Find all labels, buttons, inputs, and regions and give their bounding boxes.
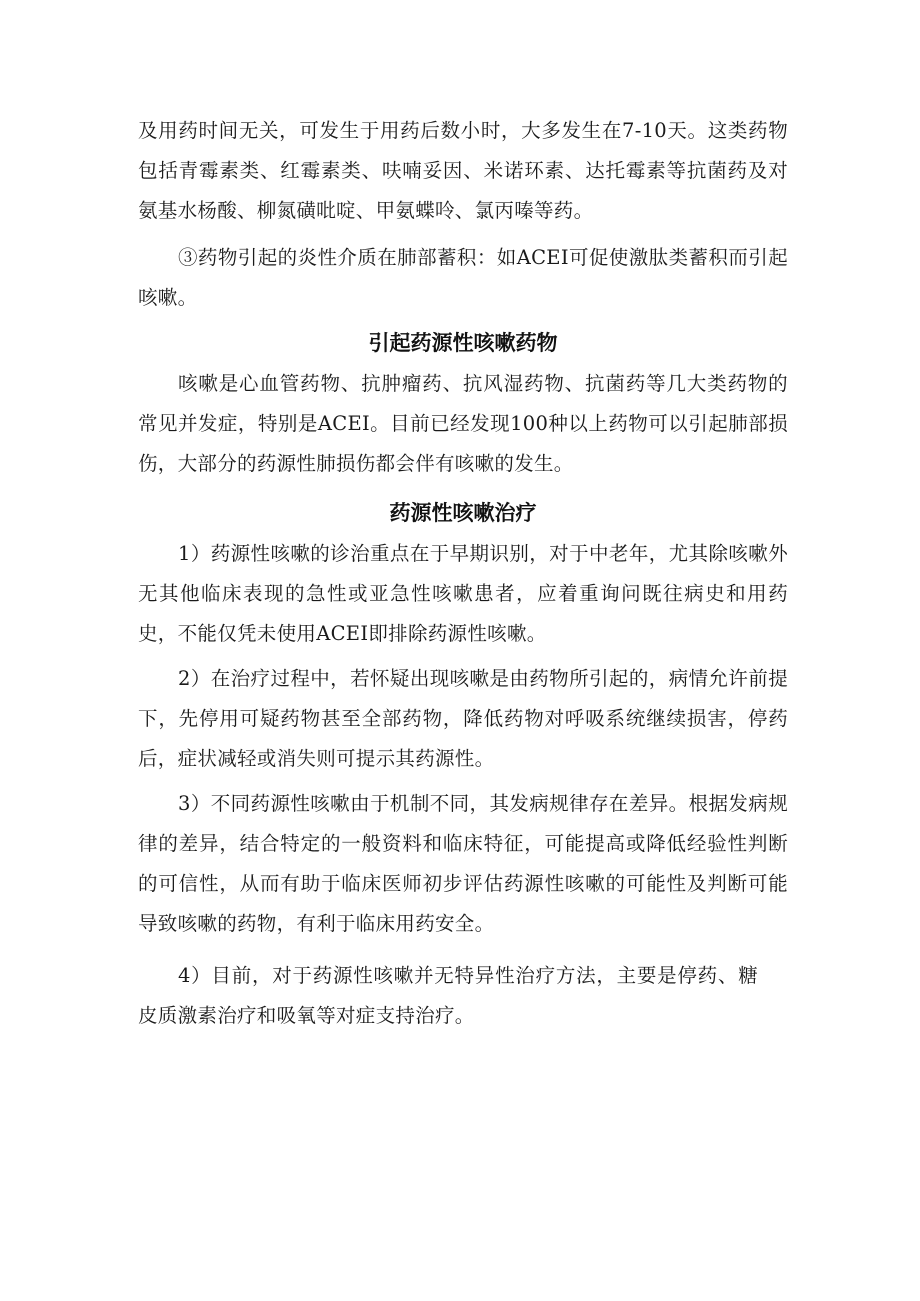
paragraph-treatment-2: 2）在治疗过程中，若怀疑出现咳嗽是由药物所引起的，病情允许前提下，先停用可疑药物甚至全部药物，降低药物对呼吸系统继续损害，停药后，症状减轻或消失则可提示其药源性。: [138, 667, 788, 770]
paragraph-mechanism-3: ③药物引起的炎性介质在肺部蓄积：如ACEI可促使激肽类蓄积而引起咳嗽。: [138, 246, 788, 309]
paragraph-causative-drugs: 咳嗽是心血管药物、抗肿瘤药、抗风湿药物、抗菌药等几大类药物的常见并发症，特别是ACEI。目前已经发现100种以上药物可以引起肺部损伤，大部分的药源性肺损伤都会伴有咳嗽的发生。: [138, 372, 788, 475]
paragraph-drug-list: 及用药时间无关，可发生于用药后数小时，大多发生在7-10天。这类药物包括青霉素类、红霉素类、呋喃妥因、米诺环素、达托霉素等抗菌药及对氨基水杨酸、柳氮磺吡啶、甲氨蝶呤、氯丙嗪等药。: [138, 119, 788, 222]
paragraph-treatment-1: 1）药源性咳嗽的诊治重点在于早期识别，对于中老年，尤其除咳嗽外无其他临床表现的急性或亚急性咳嗽患者，应着重询问既往病史和用药史，不能仅凭未使用ACEI即排除药源性咳嗽。: [138, 542, 788, 645]
paragraph-treatment-4: 4）目前，对于药源性咳嗽并无特异性治疗方法，主要是停药、糖皮质激素治疗和吸氧等对症支持治疗。: [138, 964, 758, 1027]
section-heading-causative-drugs: 引起药源性咳嗽药物: [368, 331, 558, 355]
section-heading-treatment: 药源性咳嗽治疗: [389, 501, 537, 525]
paragraph-treatment-3: 3）不同药源性咳嗽由于机制不同，其发病规律存在差异。根据发病规律的差异，结合特定的一般资料和临床特征，可能提高或降低经验性判断的可信性，从而有助于临床医师初步评估药源性咳嗽的可能性及判断可能导致咳嗽的药物，有利于临床用药安全。: [138, 792, 788, 935]
